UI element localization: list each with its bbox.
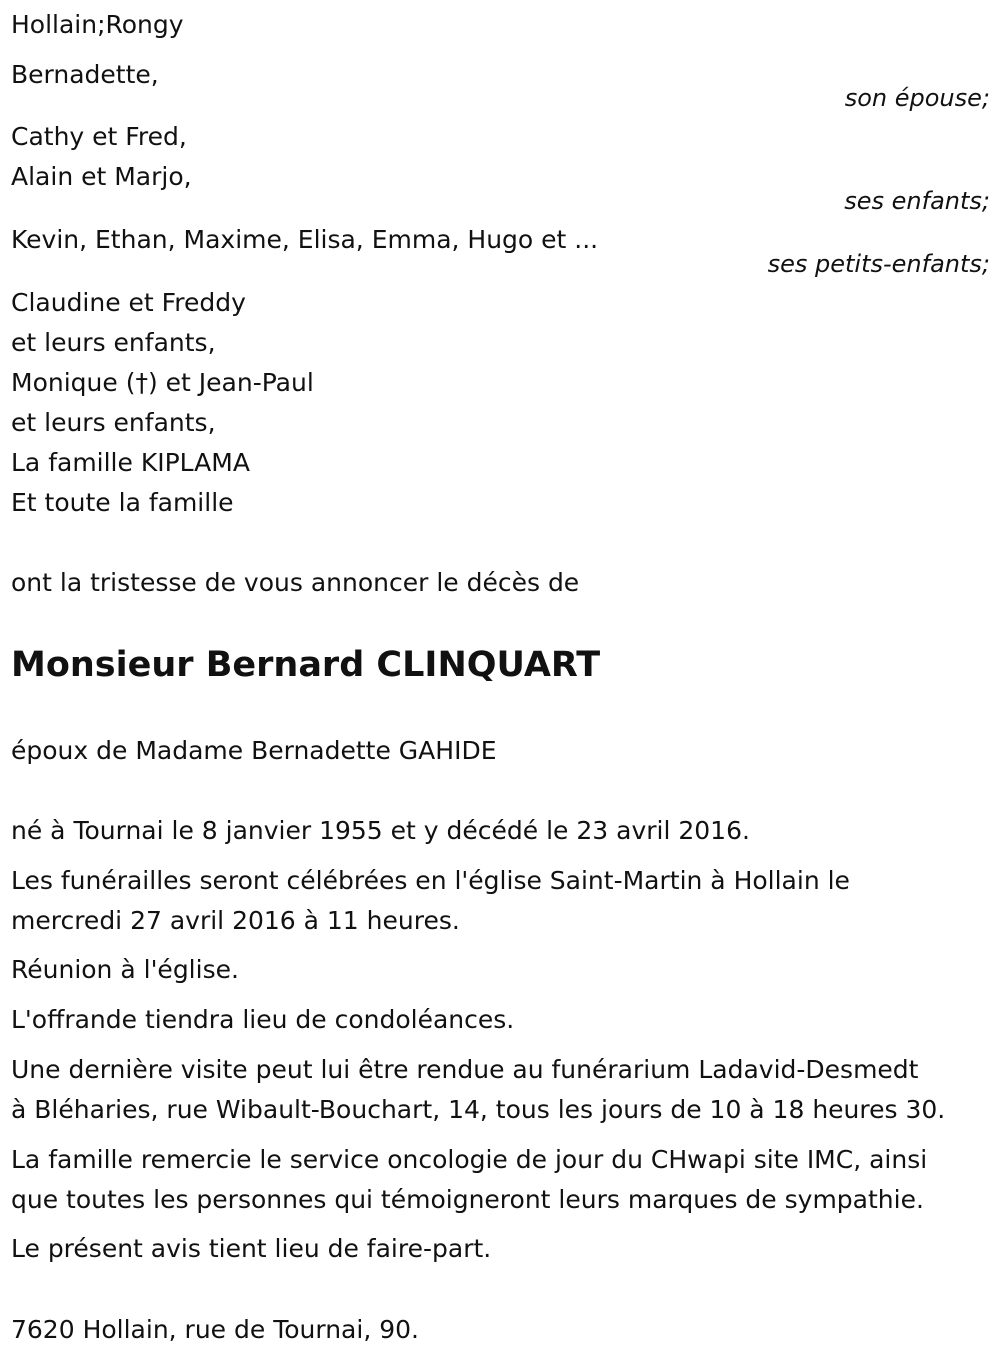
meeting-text: Réunion à l'église. (11, 955, 239, 984)
place-header: Hollain;Rongy (11, 10, 184, 39)
children-role: ses enfants; (844, 187, 990, 215)
thanks-line: que toutes les personnes qui témoigneront leurs marques de sympathie. (11, 1185, 924, 1214)
relative-line: La famille KIPLAMA (11, 448, 250, 477)
child-line: Alain et Marjo, (11, 162, 192, 191)
birth-death-text: né à Tournai le 8 janvier 1955 et y décédé le 23 avril 2016. (11, 816, 750, 845)
relative-line: et leurs enfants, (11, 328, 216, 357)
announcement-text: ont la tristesse de vous annoncer le décès de (11, 568, 580, 597)
spouse-role: son épouse; (844, 84, 990, 112)
spouse-of-text: époux de Madame Bernadette GAHIDE (11, 736, 497, 765)
child-line: Cathy et Fred, (11, 122, 187, 151)
grandchildren-names: Kevin, Ethan, Maxime, Elisa, Emma, Hugo et ... (11, 225, 599, 254)
funeral-line: mercredi 27 avril 2016 à 11 heures. (11, 906, 460, 935)
offering-text: L'offrande tiendra lieu de condoléances. (11, 1005, 515, 1034)
relative-line: Monique (†) et Jean-Paul (11, 368, 314, 397)
thanks-line: La famille remercie le service oncologie de jour du CHwapi site IMC, ainsi (11, 1145, 928, 1174)
deceased-name: Monsieur Bernard CLINQUART (11, 645, 601, 685)
address-text: 7620 Hollain, rue de Tournai, 90. (11, 1315, 419, 1344)
thanks-paragraph (11, 1140, 996, 1220)
relative-line: Et toute la famille (11, 488, 234, 517)
visit-paragraph (11, 1050, 996, 1130)
funeral-paragraph (11, 861, 996, 941)
funeral-line: Les funérailles seront célébrées en l'église Saint-Martin à Hollain le (11, 866, 850, 895)
visit-line: à Bléharies, rue Wibault-Bouchart, 14, tous les jours de 10 à 18 heures 30. (11, 1095, 946, 1124)
spouse-name: Bernadette, (11, 60, 159, 89)
relative-line: Claudine et Freddy (11, 288, 246, 317)
grandchildren-role: ses petits-enfants; (767, 250, 990, 278)
relative-line: et leurs enfants, (11, 408, 216, 437)
visit-line: Une dernière visite peut lui être rendue au funérarium Ladavid-Desmedt (11, 1055, 919, 1084)
notice-text: Le présent avis tient lieu de faire-part. (11, 1234, 492, 1263)
